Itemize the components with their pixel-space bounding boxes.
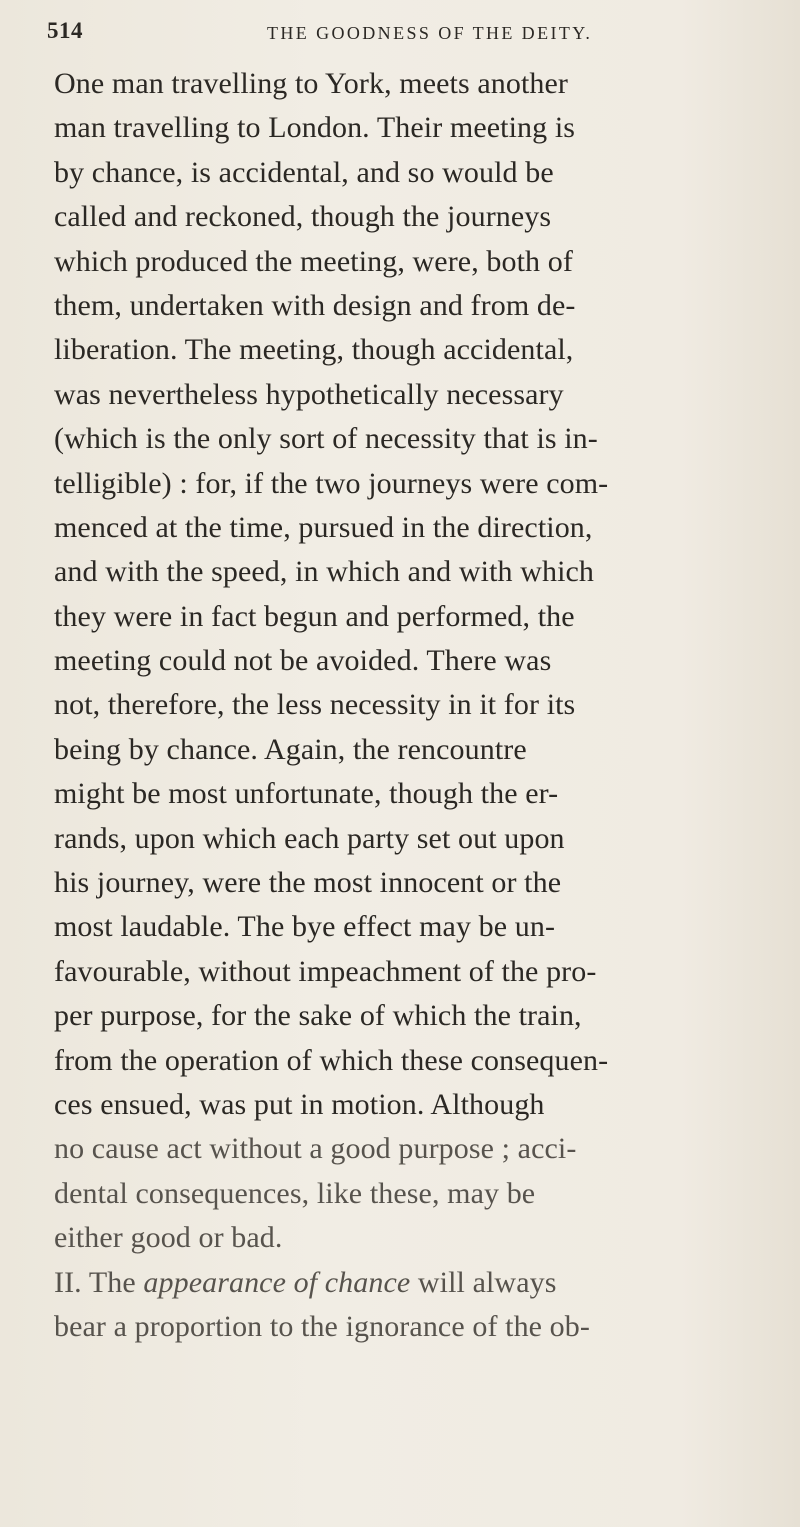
text-line: telligible) : for, if the two journeys were com- bbox=[54, 466, 609, 500]
line-remainder: will always bbox=[417, 1265, 557, 1299]
text-line: One man travelling to York, meets another bbox=[54, 67, 568, 100]
page-header bbox=[47, 18, 747, 52]
text-line: (which is the only sort of necessity that is in- bbox=[54, 422, 598, 456]
text-line: by chance, is accidental, and so would be bbox=[54, 155, 554, 189]
text-line: meeting could not be avoided. There was bbox=[54, 644, 552, 678]
body-text bbox=[54, 62, 774, 1349]
text-line: was nevertheless hypothetically necessary bbox=[54, 377, 564, 411]
text-line: them, undertaken with design and from de- bbox=[54, 288, 576, 322]
section-numeral: II. The bbox=[54, 1265, 136, 1299]
text-line: being by chance. Again, the rencountre bbox=[54, 732, 527, 766]
page-number: 514 bbox=[47, 18, 83, 43]
text-line: dental consequences, like these, may be bbox=[54, 1176, 536, 1210]
text-line: might be most unfortunate, though the er- bbox=[54, 777, 559, 811]
text-line: either good or bad. bbox=[54, 1221, 283, 1255]
text-line: his journey, were the most innocent or the bbox=[54, 866, 562, 900]
text-line: which produced the meeting, were, both of bbox=[54, 244, 573, 278]
running-head: THE GOODNESS OF THE DEITY. bbox=[267, 23, 593, 43]
text-line: man travelling to London. Their meeting is bbox=[54, 111, 576, 145]
text-line: per purpose, for the sake of which the train, bbox=[54, 999, 582, 1033]
text-line: ces ensued, was put in motion. Although bbox=[54, 1087, 545, 1121]
text-line: favourable, without impeachment of the pro- bbox=[54, 954, 597, 988]
text-line: bear a proportion to the ignorance of the ob- bbox=[54, 1309, 590, 1343]
text-line: from the operation of which these consequen- bbox=[54, 1043, 609, 1077]
text-line: no cause act without a good purpose ; acci- bbox=[54, 1132, 577, 1166]
text-line: menced at the time, pursued in the direction, bbox=[54, 510, 593, 544]
text-line: most laudable. The bye effect may be un- bbox=[54, 910, 556, 944]
text-line: and with the speed, in which and with which bbox=[54, 555, 595, 589]
text-line: liberation. The meeting, though accidental, bbox=[54, 333, 574, 367]
text-line: they were in fact begun and performed, the bbox=[54, 599, 575, 633]
text-line: called and reckoned, though the journeys bbox=[54, 200, 552, 234]
italic-phrase: appearance of chance bbox=[143, 1265, 411, 1299]
text-line: not, therefore, the less necessity in it for its bbox=[54, 688, 576, 722]
section-start-line bbox=[54, 1261, 774, 1305]
text-line: rands, upon which each party set out upon bbox=[54, 821, 565, 855]
